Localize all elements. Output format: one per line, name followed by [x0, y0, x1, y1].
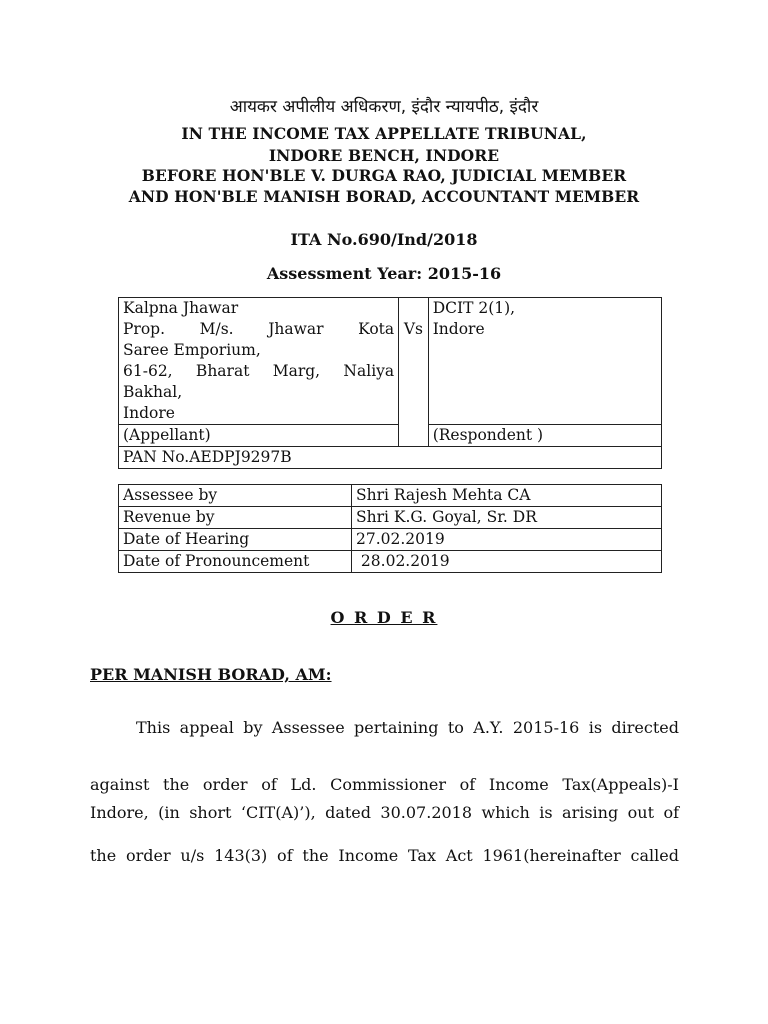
bench-accountant-member: AND HON'BLE MANISH BORAD, ACCOUNTANT MEMBER — [128, 187, 640, 206]
hindi-title: आयकर अपीलीय अधिकरण, इंदौर न्यायपीठ, इंदौर — [229, 97, 539, 117]
appellant-line: Bakhal, — [123, 383, 183, 401]
appellant-label: (Appellant) — [119, 425, 399, 447]
bench-title: INDORE BENCH, INDORE — [268, 146, 500, 165]
table-row — [119, 551, 662, 573]
counsel-value: 27.02.2019 — [352, 529, 662, 551]
tribunal-title: IN THE INCOME TAX APPELLATE TRIBUNAL, — [181, 124, 587, 143]
appellant-line: Indore — [123, 404, 175, 422]
table-row — [119, 485, 662, 507]
table-row — [119, 507, 662, 529]
parties-table — [118, 297, 662, 469]
ita-number: ITA No.690/Ind/2018 — [290, 230, 478, 249]
per-member-heading: PER MANISH BORAD, AM: — [90, 665, 332, 684]
respondent-line: DCIT 2(1), — [432, 299, 516, 317]
paragraph-line: This appeal by Assessee pertaining to A.Y. 2015-16 is directed — [136, 718, 679, 737]
paragraph-line: the order u/s 143(3) of the Income Tax Act 1961(hereinafter called — [90, 846, 679, 865]
appellant-line: Prop. M/s. Jhawar Kota — [123, 320, 395, 338]
appellant-cell — [119, 298, 399, 425]
counsel-value: 28.02.2019 — [352, 551, 662, 573]
appellant-line: Kalpna Jhawar — [123, 299, 239, 317]
table-row — [119, 529, 662, 551]
counsel-value: Shri Rajesh Mehta CA — [352, 485, 662, 507]
appellant-line: 61-62, Bharat Marg, Naliya — [123, 362, 395, 380]
counsel-label: Date of Pronouncement — [119, 551, 352, 573]
counsel-table — [118, 484, 662, 573]
respondent-cell — [428, 298, 661, 425]
counsel-label: Assessee by — [119, 485, 352, 507]
versus-cell — [399, 298, 429, 447]
appellant-line: Saree Emporium, — [123, 341, 261, 359]
assessment-year: Assessment Year: 2015-16 — [266, 264, 502, 283]
versus-label: Vs — [403, 320, 423, 338]
respondent-label: (Respondent ) — [428, 425, 661, 447]
paragraph-line: against the order of Ld. Commissioner of Income Tax(Appeals)-I — [90, 775, 679, 794]
counsel-label: Revenue by — [119, 507, 352, 529]
pan-number: PAN No.AEDPJ9297B — [119, 447, 662, 469]
paragraph-line: Indore, (in short ‘CIT(A)’), dated 30.07.2018 which is arising out of — [90, 803, 679, 822]
respondent-line: Indore — [432, 320, 485, 338]
bench-judicial-member: BEFORE HON'BLE V. DURGA RAO, JUDICIAL MEMBER — [141, 166, 627, 185]
counsel-label: Date of Hearing — [119, 529, 352, 551]
order-heading: O R D E R — [330, 608, 438, 627]
counsel-value: Shri K.G. Goyal, Sr. DR — [352, 507, 662, 529]
